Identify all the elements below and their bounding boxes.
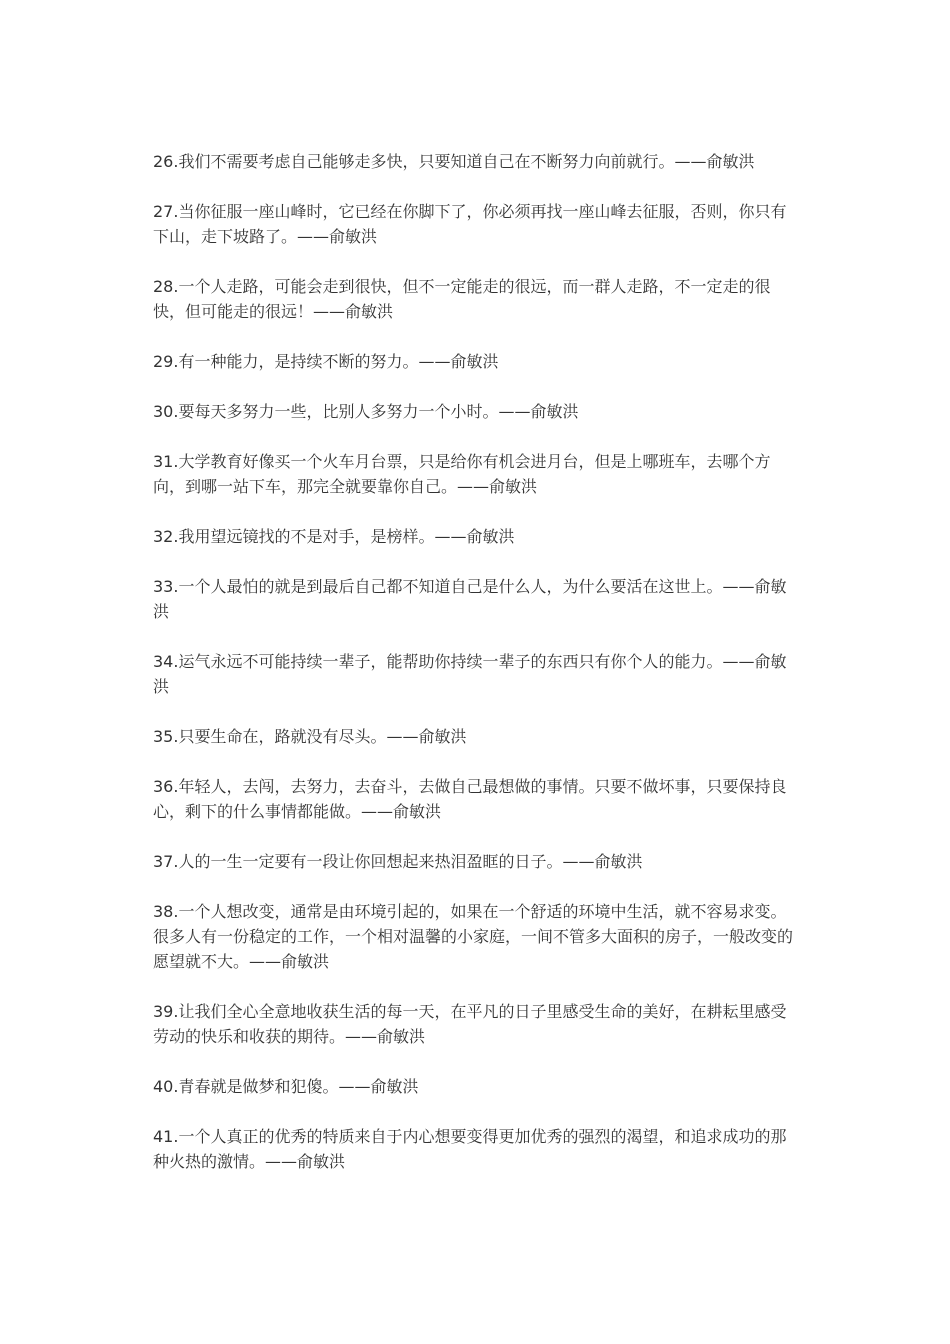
quote-38: 38.一个人想改变，通常是由环境引起的，如果在一个舒适的环境中生活，就不容易求变。很多人有一份稳定的工作，一个相对温馨的小家庭，一间不管多大面积的房子，一般改变的愿望就不大。——俞敏洪 <box>153 902 794 971</box>
quote-33: 33.一个人最怕的就是到最后自己都不知道自己是什么人，为什么要活在这世上。——俞敏洪 <box>153 577 787 621</box>
quote-28: 28.一个人走路，可能会走到很快，但不一定能走的很远，而一群人走路，不一定走的很快，但可能走的很远！——俞敏洪 <box>153 277 771 321</box>
quote-26: 26.我们不需要考虑自己能够走多快，只要知道自己在不断努力向前就行。——俞敏洪 <box>153 152 755 171</box>
document-page <box>153 149 793 1199</box>
quote-30: 30.要每天多努力一些，比别人多努力一个小时。——俞敏洪 <box>153 402 579 421</box>
quote-35: 35.只要生命在，路就没有尽头。——俞敏洪 <box>153 727 467 746</box>
quote-37: 37.人的一生一定要有一段让你回想起来热泪盈眶的日子。——俞敏洪 <box>153 852 643 871</box>
quote-40: 40.青春就是做梦和犯傻。——俞敏洪 <box>153 1077 419 1096</box>
quote-32: 32.我用望远镜找的不是对手，是榜样。——俞敏洪 <box>153 527 515 546</box>
quote-27: 27.当你征服一座山峰时，它已经在你脚下了，你必须再找一座山峰去征服，否则，你只有下山，走下坡路了。——俞敏洪 <box>153 202 787 246</box>
quote-31: 31.大学教育好像买一个火车月台票，只是给你有机会进月台，但是上哪班车，去哪个方向，到哪一站下车，那完全就要靠你自己。——俞敏洪 <box>153 452 771 496</box>
quote-41: 41.一个人真正的优秀的特质来自于内心想要变得更加优秀的强烈的渴望，和追求成功的那种火热的激情。——俞敏洪 <box>153 1127 787 1171</box>
quote-29: 29.有一种能力，是持续不断的努力。——俞敏洪 <box>153 352 499 371</box>
quote-36: 36.年轻人，去闯，去努力，去奋斗，去做自己最想做的事情。只要不做坏事，只要保持良心，剩下的什么事情都能做。——俞敏洪 <box>153 777 787 821</box>
quote-34: 34.运气永远不可能持续一辈子，能帮助你持续一辈子的东西只有你个人的能力。——俞敏洪 <box>153 652 787 696</box>
quote-39: 39.让我们全心全意地收获生活的每一天，在平凡的日子里感受生命的美好，在耕耘里感受劳动的快乐和收获的期待。——俞敏洪 <box>153 1002 787 1046</box>
